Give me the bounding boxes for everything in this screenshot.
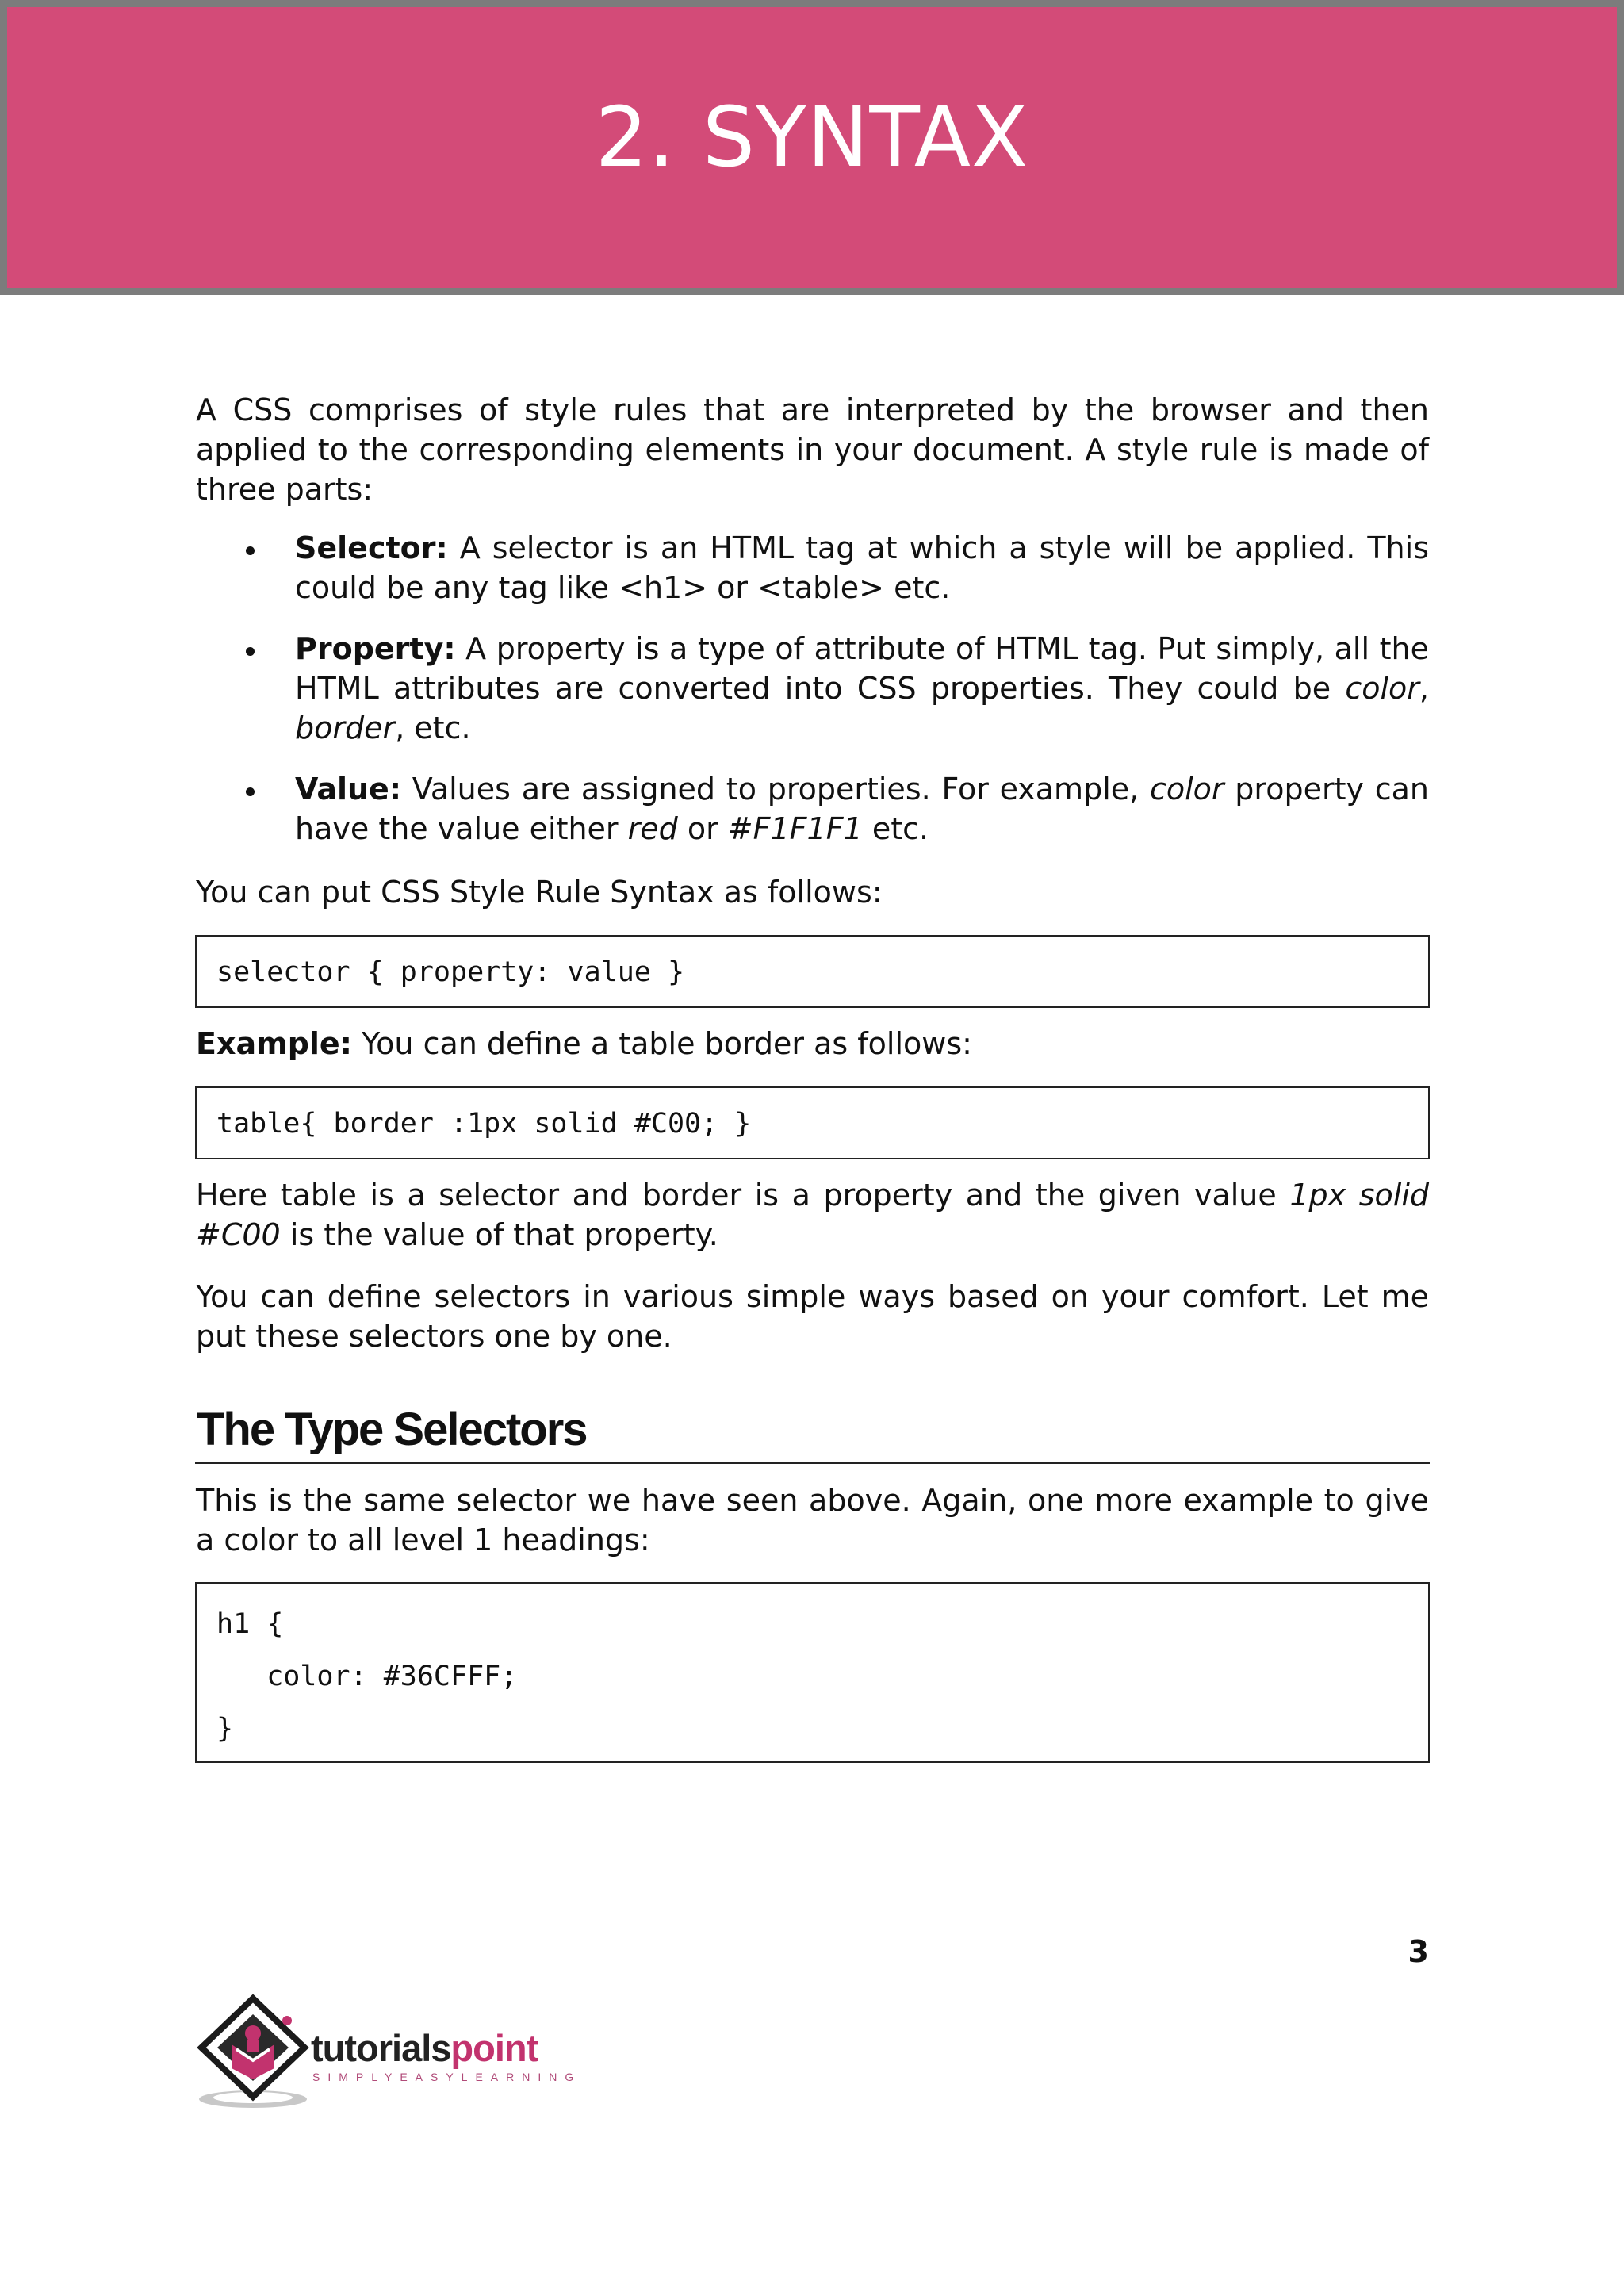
section-heading: The Type Selectors [197,1404,587,1455]
explanation-block [196,1175,1429,1255]
list-item-selector: Selector: A selector is an HTML tag at which a style will be applied. This could be any tag like <h1> or <table> etc. [196,528,1429,607]
syntax-intro-block [196,872,1429,912]
selectors-intro: You can define selectors in various simple ways based on your comfort. Let me put these selectors one by one. [196,1279,1429,1354]
intro-paragraph: A CSS comprises of style rules that are interpreted by the browser and then applied to the corresponding elements in your document. A style rule is made of three parts: [196,393,1429,507]
term-value: Value: [295,772,402,807]
code-line: h1 { [216,1608,284,1640]
explanation-paragraph: Here table is a selector and border is a property and the given value 1px solid #C00 is the value of that property. [196,1178,1430,1252]
example-block [196,1024,1429,1063]
heading-underline [195,1462,1430,1464]
chapter-title: 2. SYNTAX [595,89,1029,186]
parts-list [196,528,1429,870]
page-number: 3 [1408,1934,1429,1969]
bullet-icon [246,787,255,796]
list-item-value: Value: Values are assigned to properties. For example, color property can have the value either red or #F1F1F1 etc. [196,769,1429,849]
bullet-icon [246,546,255,555]
code-block-syntax: selector { property: value } [195,935,1430,1008]
syntax-intro: You can put CSS Style Rule Syntax as follows: [196,875,883,910]
example-label: Example: [196,1026,352,1061]
logo-emblem-icon [193,1992,312,2111]
term-property: Property: [295,631,456,666]
term-selector: Selector: [295,531,448,565]
example-paragraph: Example: You can define a table border as follows: [196,1026,972,1061]
selectors-intro-block [196,1277,1429,1356]
code-block-h1 [195,1582,1430,1763]
tutorialspoint-logo [193,1992,606,2111]
section-paragraph: This is the same selector we have seen above. Again, one more example to give a color to all level 1 headings: [196,1483,1429,1557]
logo-tagline: SIMPLYEASYLEARNING [312,2071,582,2083]
intro-paragraph-block [196,390,1429,509]
bullet-icon [246,647,255,656]
code-line: } [216,1713,234,1745]
code-line: color: #36CFFF; [216,1661,518,1692]
code-block-example: table{ border :1px solid #C00; } [195,1086,1430,1159]
logo-wordmark: tutorialspoint [311,2027,538,2069]
section-text-block [196,1481,1429,1560]
list-item-property: Property: A property is a type of attribute of HTML tag. Put simply, all the HTML attributes are converted into CSS properties. They could be color, border, etc. [196,629,1429,748]
